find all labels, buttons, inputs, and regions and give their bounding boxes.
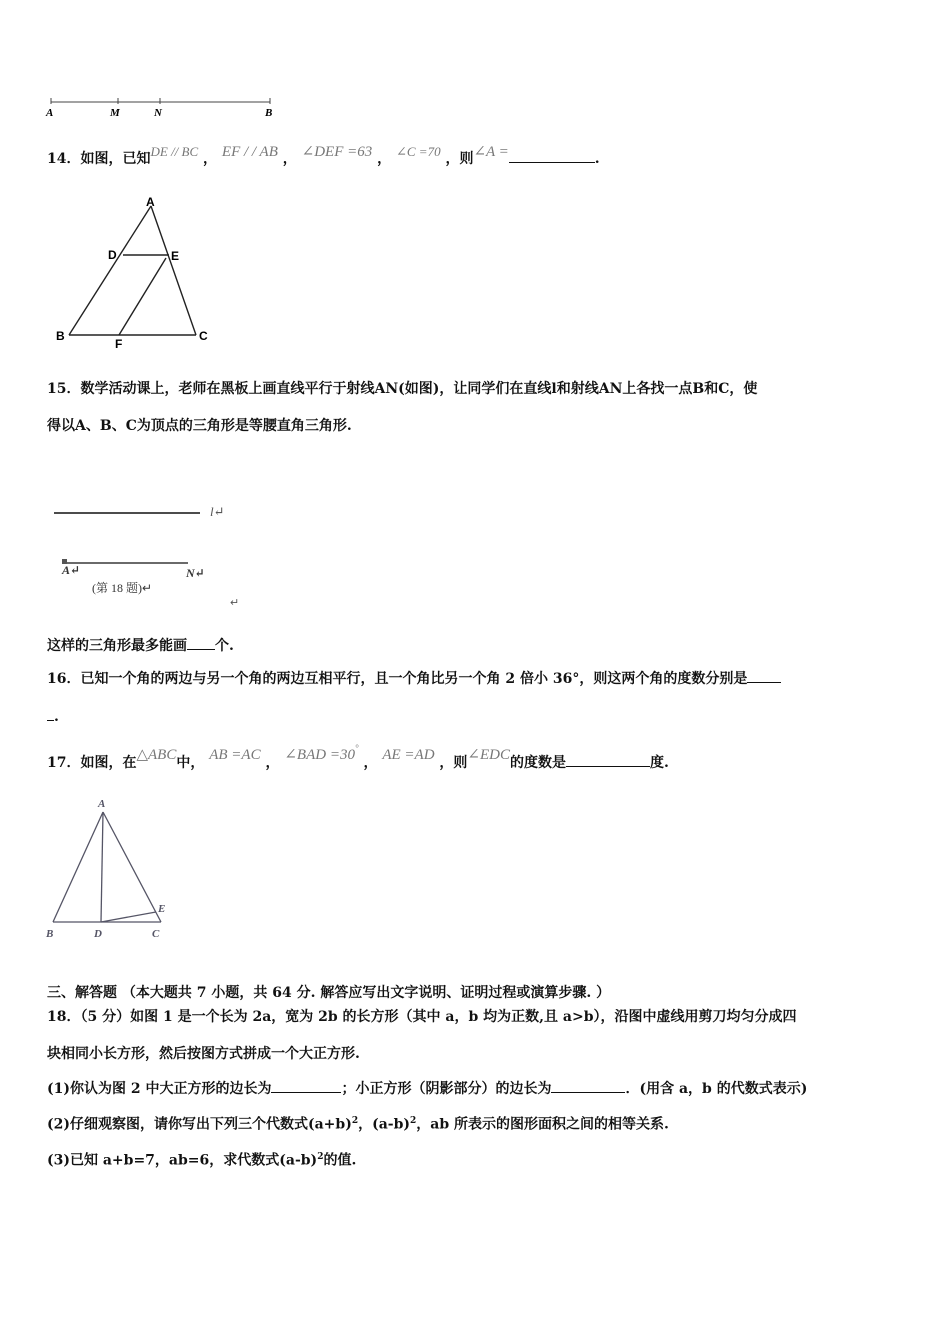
q14-cond3: ∠DEF =63 <box>301 144 373 160</box>
q17-triangle: △ABC <box>136 747 177 763</box>
q18-p3-a: (3)已知 a+b=7，ab=6，求代数式(a-b) <box>47 1152 318 1169</box>
question-18-part2 <box>47 1111 669 1135</box>
q17-answer-blank[interactable] <box>566 752 650 767</box>
figure-14 <box>52 196 222 350</box>
q14-ask: ∠A = <box>473 144 509 160</box>
label-n: N <box>154 107 162 119</box>
fig14-label-c: C <box>199 329 208 343</box>
q18-p2-b: ，(a-b) <box>358 1116 411 1133</box>
q17-cond2: ∠BAD =30 <box>284 747 355 763</box>
fig14-label-e: E <box>171 249 180 263</box>
q14-prefix: 14．如图，已知 <box>47 151 151 167</box>
q18-p2-sup2: 2 <box>410 1116 417 1126</box>
section-3-title: 三、解答题 （本大题共 7 小题，共 64 分. 解答应写出文字说明、证明过程或演算步骤. ） <box>47 985 611 1001</box>
fig17-segment-ad <box>101 812 103 922</box>
q18-p1-c: ．(用含 a，b 的代数式表示) <box>625 1081 808 1097</box>
figure-17 <box>42 792 182 948</box>
q14-cond4: ∠C =70 <box>395 144 441 159</box>
q17-then: ，则 <box>439 755 468 771</box>
fig15-label-n: N↵ <box>186 566 205 580</box>
q15b-text: 这样的三角形最多能画 <box>47 638 187 654</box>
fig17-label-d: D <box>94 928 102 940</box>
fig15-caption: (第 18 题)↵ <box>92 581 153 595</box>
fig14-label-d: D <box>108 248 117 262</box>
question-17 <box>47 743 669 774</box>
question-15-line2: 得以A、B、C为顶点的三角形是等腰直角三角形. <box>47 418 352 434</box>
fig17-side-ab <box>53 812 103 922</box>
q18-p1-a: (1)你认为图 2 中大正方形的边长为 <box>47 1081 272 1097</box>
q17-end2: 度. <box>649 755 669 771</box>
fig17-segment-de <box>101 912 156 922</box>
question-18-line2: 块相同小长方形，然后按图方式拼成一个大正方形. <box>47 1046 360 1062</box>
label-b: B <box>265 107 273 119</box>
question-18-part3 <box>47 1147 356 1171</box>
fig14-side-ab <box>69 206 151 335</box>
q14-then: ，则 <box>445 151 474 167</box>
q18-p2-sup1: 2 <box>351 1116 359 1126</box>
q17-end1: 的度数是 <box>509 755 566 771</box>
q17-mid: 中， <box>176 755 205 771</box>
q14-comma3: ， <box>377 151 392 167</box>
q16-line2-suffix: . <box>54 709 59 725</box>
q17-cond1: AB =AC <box>209 747 261 763</box>
q16-line1: 16．已知一个角的两边与另一个角的两边互相平行，且一个角比另一个角 2 倍小 36°，则这两个角的度数分别是 <box>47 671 748 687</box>
fig14-label-f: F <box>115 337 123 350</box>
q14-comma1: ， <box>203 151 218 167</box>
fig17-label-e: E <box>158 903 166 915</box>
q14-cond2: EF / / AB <box>221 144 278 160</box>
fig15-label-a: A↵ <box>62 563 81 577</box>
label-a: A <box>46 107 54 119</box>
q18-p3-b: 的值. <box>323 1152 357 1169</box>
q17-comma1: ， <box>265 755 280 771</box>
q17-cond3: AE =AD <box>382 747 435 763</box>
q16-answer-blank-cont[interactable] <box>47 706 54 721</box>
fig15-label-l: l↵ <box>210 504 225 519</box>
q14-end: . <box>594 151 600 167</box>
question-15-tail <box>47 635 234 656</box>
q14-answer-blank[interactable] <box>509 148 595 163</box>
fig17-label-c: C <box>152 928 160 940</box>
fig17-side-ac <box>103 812 161 922</box>
question-16-line2 <box>47 706 59 727</box>
q18-p1-b: ；小正方形（阴影部分）的边长为 <box>341 1081 552 1097</box>
q17-ask: ∠EDC <box>467 747 510 763</box>
question-18-part1 <box>47 1078 807 1099</box>
q18-p1-blank2[interactable] <box>551 1078 625 1093</box>
fig14-label-b: B <box>56 329 65 343</box>
q17-comma2: ， <box>363 755 378 771</box>
q17-degree: ° <box>354 743 359 753</box>
question-14 <box>47 144 600 169</box>
fig14-segment-ef <box>119 258 166 335</box>
figure-15 <box>52 496 252 614</box>
q18-p3-sup: 2 <box>317 1152 324 1162</box>
label-m: M <box>110 107 120 119</box>
q18-p2-c: ，ab 所表示的图形面积之间的相等关系. <box>416 1116 669 1133</box>
question-16 <box>47 668 781 689</box>
fig14-label-a: A <box>146 196 155 209</box>
q15-answer-blank[interactable] <box>187 635 215 650</box>
question-18-line1: 18．（5 分）如图 1 是一个长为 2a，宽为 2b 的长方形（其中 a，b 均为正数,且 a>b），沿图中虚线用剪刀均匀分成四 <box>47 1009 797 1025</box>
q16-answer-blank[interactable] <box>747 668 781 683</box>
q18-p1-blank1[interactable] <box>271 1078 341 1093</box>
q18-p2-a: (2)仔细观察图，请你写出下列三个代数式(a+b) <box>47 1116 352 1133</box>
q17-prefix: 17．如图，在 <box>47 755 137 771</box>
fig17-label-b: B <box>46 928 54 940</box>
segment-figure <box>44 94 284 120</box>
q14-cond1: DE // BC <box>150 144 199 159</box>
q14-comma2: ， <box>282 151 297 167</box>
question-15-line1: 15．数学活动课上，老师在黑板上画直线平行于射线AN(如图)，让同学们在直线l和射线AN上各找一点B和C，使 <box>47 381 758 397</box>
q15b-suffix: 个. <box>215 638 234 654</box>
fig17-label-a: A <box>98 798 106 810</box>
fig15-return-mark: ↵ <box>230 597 240 609</box>
